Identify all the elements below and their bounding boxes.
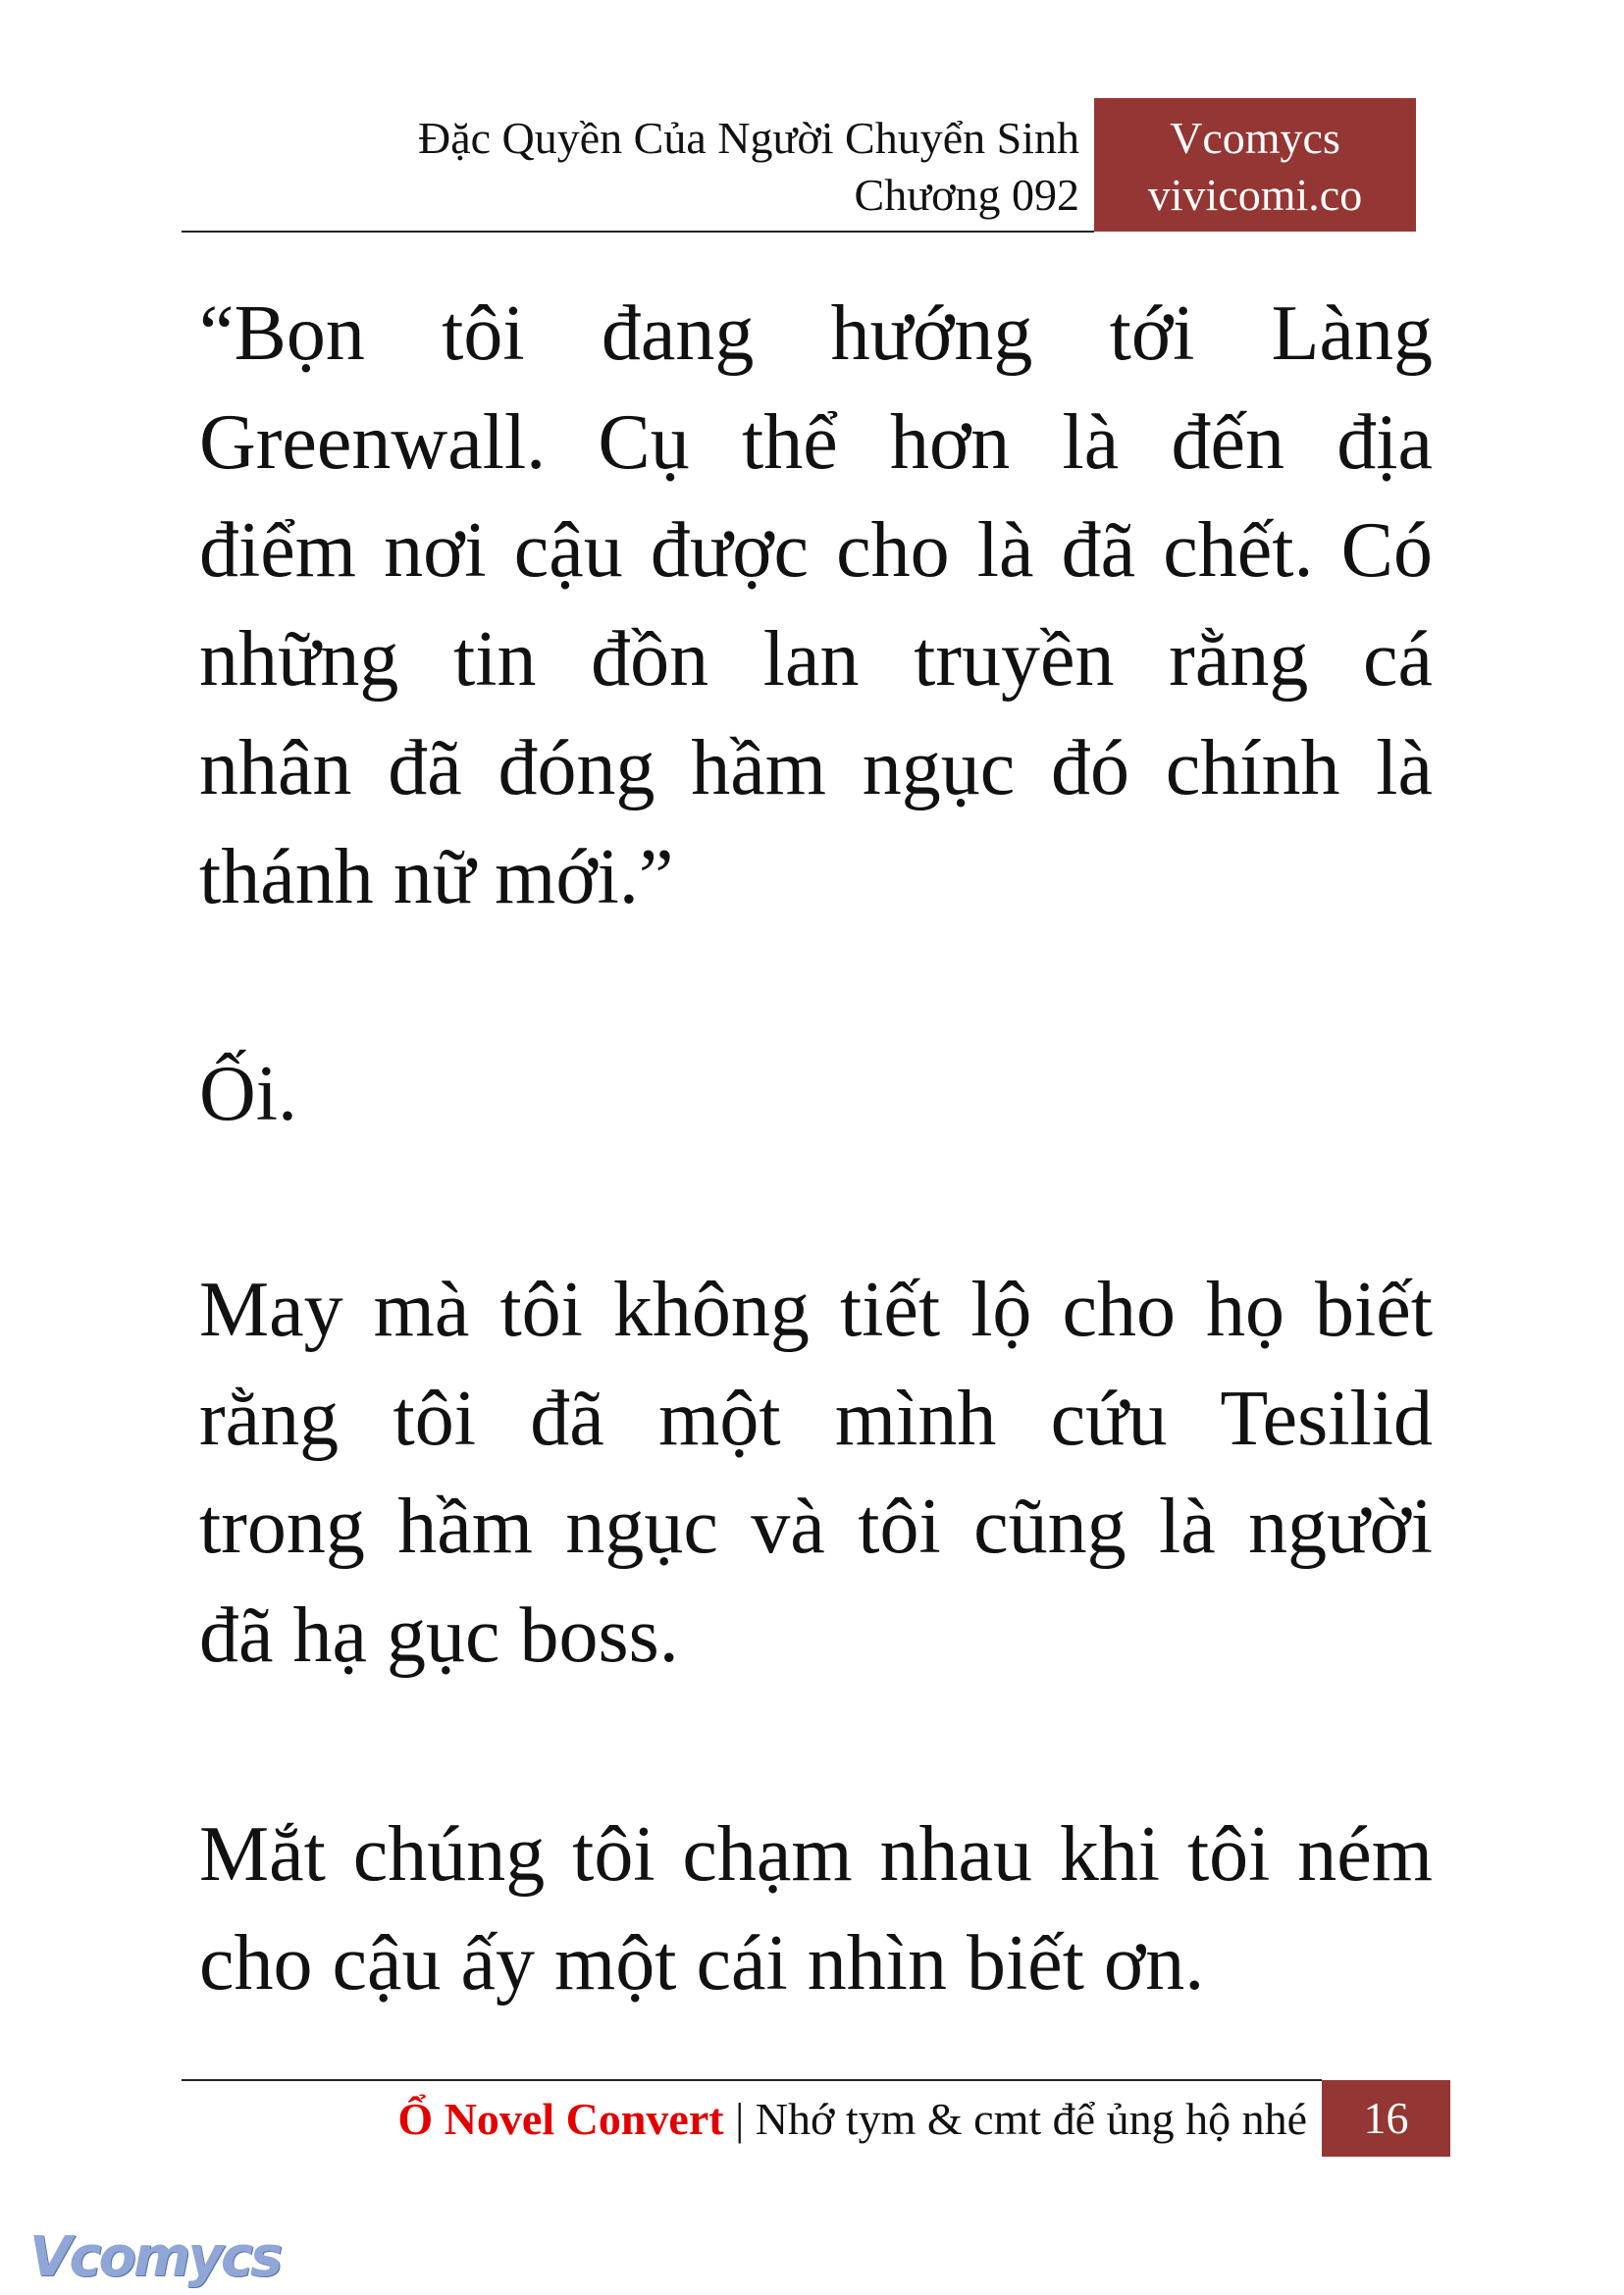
text-line: Greenwall. Cụ thể hơn là đến địa [199,398,1433,486]
paragraph-3 [199,1256,1433,1691]
text-line: rằng tôi đã một mình cứu Tesilid [199,1375,1433,1462]
paragraph-4 [199,1800,1433,2017]
text-line: Ối. [199,1051,297,1137]
footer-separator: | [723,2094,756,2144]
watermark-logo: Vcomycs [29,2225,281,2289]
text-line: thánh nữ mới.” [199,833,674,920]
chapter-label: Chương 092 [854,170,1079,220]
text-line: trong hầm ngục và tôi cũng là người [199,1484,1433,1571]
header-title-block [418,110,1079,224]
novel-title: Đặc Quyền Của Người Chuyển Sinh [417,113,1079,163]
paragraph-2 [199,1040,1433,1149]
header-divider [182,231,1094,233]
text-line: cho cậu ấy một cái nhìn biết ơn. [199,1919,1205,2007]
text-line: “Bọn tôi đang hướng tới Làng [199,290,1433,377]
footer-text [397,2090,1307,2149]
page-number: 16 [1322,2080,1450,2157]
text-line: Mắt chúng tôi chạm nhau khi tôi ném [199,1811,1433,1898]
brand-name: Vcomycs [1170,113,1340,163]
footer-divider [182,2079,1322,2081]
text-line: đã hạ gục boss. [199,1592,679,1680]
brand-badge [1094,98,1416,232]
footer-message: Nhớ tym & cmt để ủng hộ nhé [755,2094,1307,2144]
text-line: May mà tôi không tiết lộ cho họ biết [199,1267,1433,1353]
brand-site: vivicomi.co [1147,170,1363,220]
footer-brand: Ổ Novel Convert [397,2094,724,2144]
text-line: nhân đã đóng hầm ngục đó chính là [199,724,1433,811]
text-line: điểm nơi cậu được cho là đã chết. Có [199,507,1433,595]
text-line: những tin đồn lan truyền rằng cá [199,616,1433,704]
paragraph-1 [199,280,1433,931]
